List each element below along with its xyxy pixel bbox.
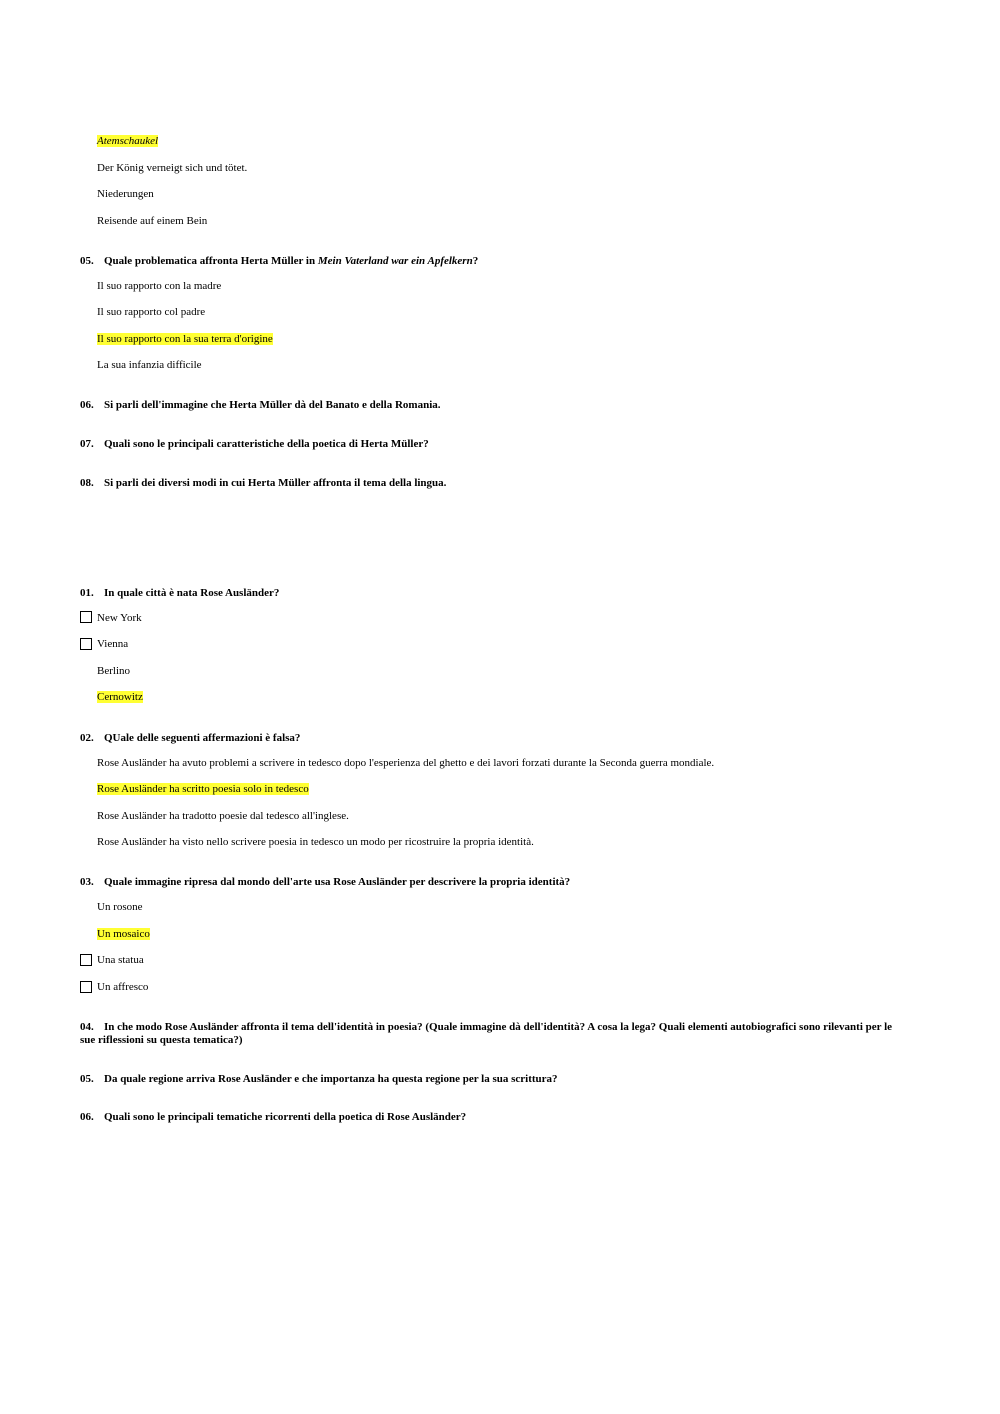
question-04-auslander bbox=[80, 1021, 895, 1047]
answer-option: Vienna bbox=[97, 638, 129, 650]
book-title: Mein Vaterland war ein Apfelkern bbox=[317, 255, 473, 267]
answer-option bbox=[97, 783, 309, 796]
question-text: In quale città è nata Rose Ausländer? bbox=[104, 587, 280, 599]
question-05-auslander bbox=[80, 1073, 558, 1086]
option-text: Atemschaukel bbox=[97, 135, 159, 147]
question-number: 04. bbox=[80, 1021, 94, 1033]
question-05-muller bbox=[80, 255, 478, 268]
answer-option bbox=[97, 135, 158, 148]
answer-option: La sua infanzia difficile bbox=[97, 359, 202, 371]
answer-option: Rose Ausländer ha avuto problemi a scrivere in tedesco dopo l'esperienza del ghetto e dei lavori forzati durante la Seconda guerra mondiale. bbox=[97, 757, 715, 769]
question-08-muller bbox=[80, 477, 446, 490]
question-number: 05. bbox=[80, 255, 94, 267]
answer-option bbox=[97, 333, 273, 346]
answer-option: Una statua bbox=[97, 954, 144, 966]
question-text: Quale problematica affronta Herta Müller in bbox=[104, 255, 318, 267]
question-text: Quali sono le principali caratteristiche della poetica di Herta Müller? bbox=[104, 438, 429, 450]
question-02-auslander bbox=[80, 732, 300, 745]
answer-option bbox=[97, 691, 143, 704]
question-number: 06. bbox=[80, 399, 94, 411]
question-07-muller bbox=[80, 438, 429, 451]
option-checkbox[interactable] bbox=[80, 954, 92, 966]
question-text: In che modo Rose Ausländer affronta il tema dell'identità in poesia? (Quale immagine dà dell'identità? A cosa la lega? Quali elementi autobiografici sono rilevanti per le sue riflessioni su questa tematica?) bbox=[80, 1021, 893, 1046]
answer-option: Il suo rapporto col padre bbox=[97, 306, 206, 318]
question-text: Si parli dell'immagine che Herta Müller dà del Banato e della Romania. bbox=[104, 399, 441, 411]
answer-option: Berlino bbox=[97, 665, 130, 677]
answer-option: New York bbox=[97, 612, 142, 624]
highlighted-answer: Rose Ausländer ha scritto poesia solo in tedesco bbox=[97, 783, 309, 795]
answer-option: Il suo rapporto con la madre bbox=[97, 280, 222, 292]
question-03-auslander bbox=[80, 876, 570, 889]
option-checkbox[interactable] bbox=[80, 638, 92, 650]
question-text-end: ? bbox=[472, 255, 479, 267]
highlighted-answer: Un mosaico bbox=[97, 928, 150, 940]
answer-option: Un affresco bbox=[97, 981, 149, 993]
question-text: Quale immagine ripresa dal mondo dell'arte usa Rose Ausländer per descrivere la propria identità? bbox=[104, 876, 571, 888]
answer-option: Un rosone bbox=[97, 901, 143, 913]
question-01-auslander bbox=[80, 587, 279, 600]
option-checkbox[interactable] bbox=[80, 981, 92, 993]
answer-option bbox=[97, 928, 150, 941]
question-number: 01. bbox=[80, 587, 94, 599]
question-06-auslander bbox=[80, 1111, 466, 1124]
question-06-muller bbox=[80, 399, 441, 412]
question-text: Si parli dei diversi modi in cui Herta Müller affronta il tema della lingua. bbox=[104, 477, 447, 489]
answer-option: Rose Ausländer ha tradotto poesie dal tedesco all'inglese. bbox=[97, 810, 349, 822]
highlighted-answer: Il suo rapporto con la sua terra d'origine bbox=[97, 333, 273, 345]
highlighted-answer bbox=[97, 135, 158, 147]
highlighted-answer: Cernowitz bbox=[97, 691, 143, 703]
question-text: QUale delle seguenti affermazioni è falsa? bbox=[104, 732, 301, 744]
option-checkbox[interactable] bbox=[80, 611, 92, 623]
question-number: 07. bbox=[80, 438, 94, 450]
answer-option: Der König verneigt sich und tötet. bbox=[97, 162, 248, 174]
question-number: 02. bbox=[80, 732, 94, 744]
question-text: Quali sono le principali tematiche ricorrenti della poetica di Rose Ausländer? bbox=[104, 1111, 467, 1123]
question-text: Da quale regione arriva Rose Ausländer e che importanza ha questa regione per la sua scrittura? bbox=[104, 1073, 558, 1085]
answer-option: Reisende auf einem Bein bbox=[97, 215, 208, 227]
question-number: 03. bbox=[80, 876, 94, 888]
question-number: 05. bbox=[80, 1073, 94, 1085]
question-number: 08. bbox=[80, 477, 94, 489]
answer-option: Rose Ausländer ha visto nello scrivere poesia in tedesco un modo per ricostruire la propria identità. bbox=[97, 836, 534, 848]
question-number: 06. bbox=[80, 1111, 94, 1123]
answer-option: Niederungen bbox=[97, 188, 154, 200]
